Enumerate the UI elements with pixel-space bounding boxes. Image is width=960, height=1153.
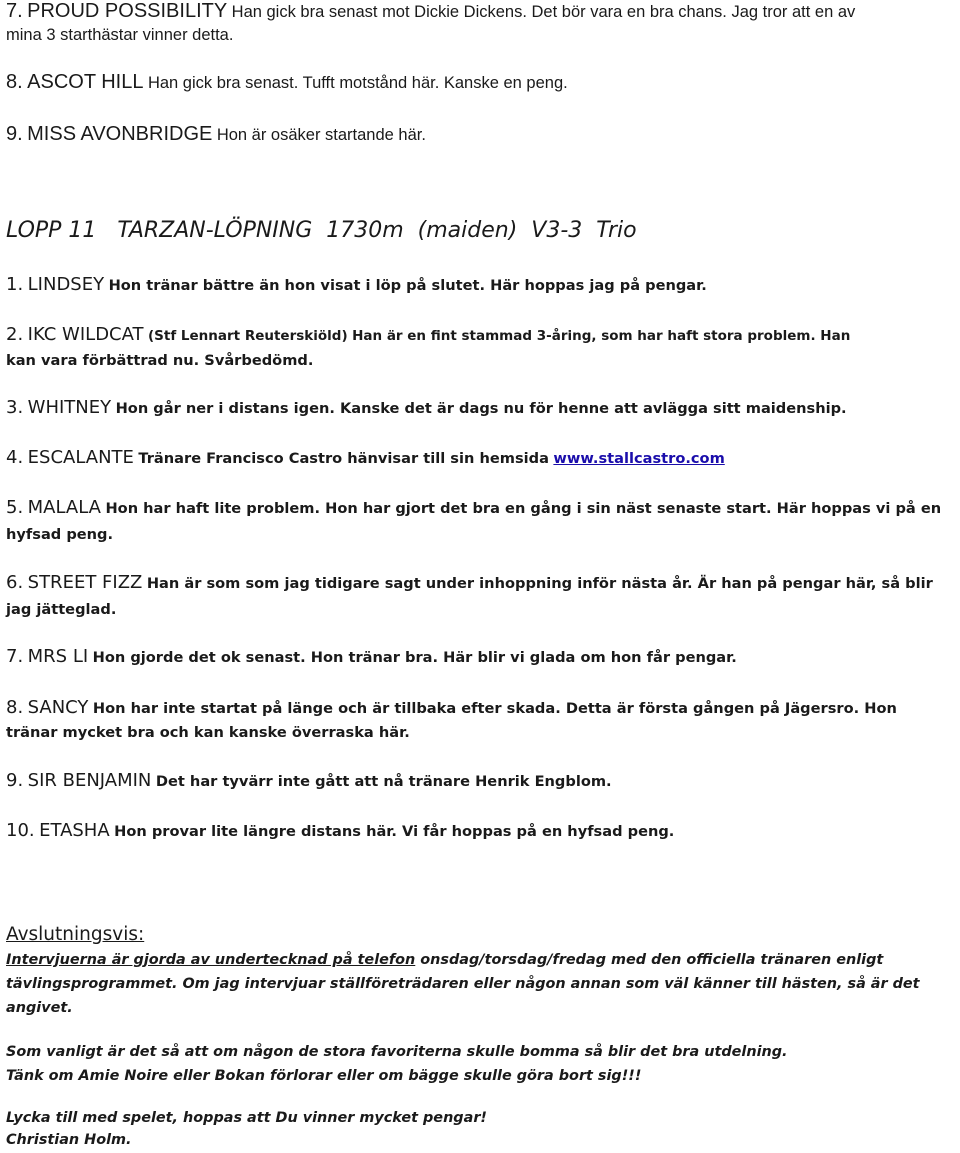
entry-etasha — [6, 820, 674, 841]
horse-name: SIR BENJAMIN — [27, 770, 152, 791]
entry-number: 1. — [6, 274, 24, 295]
closing-p2-line1: Som vanligt är det så att om någon de stora favoriterna skulle bomma så blir det bra utdelning. — [6, 1044, 788, 1060]
horse-name: ETASHA — [39, 820, 110, 841]
entry-number: 6. — [6, 572, 24, 593]
horse-comment: Han gick bra senast mot Dickie Dickens. Det bör vara en bra chans. Jag tror att en av — [231, 3, 856, 21]
horse-name: SANCY — [27, 697, 89, 718]
entry-escalante — [6, 447, 725, 468]
entry-mrs-li — [6, 646, 737, 667]
entry-sancy-cont: tränar mycket bra och kan kanske överraska här. — [6, 724, 410, 741]
horse-comment: Han gick bra senast. Tufft motstånd här. Kanske en peng. — [147, 74, 568, 92]
horse-comment: Hon har haft lite problem. Hon har gjort det bra en gång i sin näst senaste start. Här hoppas vi på en — [105, 500, 942, 517]
entry-number: 9. — [6, 123, 23, 145]
horse-comment: Hon går ner i distans igen. Kanske det är dags nu för henne att avlägga sitt maidenship. — [115, 400, 847, 417]
entry-number: 5. — [6, 497, 24, 518]
entry-malala-cont: hyfsad peng. — [6, 526, 114, 543]
entry-number: 8. — [6, 697, 24, 718]
horse-comment: Hon är osäker startande här. — [216, 126, 426, 144]
horse-comment: Hon har inte startat på länge och är tillbaka efter skada. Detta är första gången på Jägersro. Hon — [92, 700, 897, 717]
entry-number: 4. — [6, 447, 24, 468]
horse-comment: Han är en fint stammad 3-åring, som har haft stora problem. Han — [352, 328, 851, 344]
horse-comment: Han är som som jag tidigare sagt under inhoppning inför nästa år. Är han på pengar här, så blir — [146, 575, 933, 592]
entry-malala — [6, 497, 941, 518]
horse-name: ESCALANTE — [27, 447, 134, 468]
entry-number: 2. — [6, 324, 24, 345]
entry-street-fizz-cont: jag jätteglad. — [6, 601, 117, 618]
stable-note: (Stf Lennart Reuterskiöld) — [148, 328, 348, 344]
entry-number: 3. — [6, 397, 24, 418]
entry-ikc-wildcat-cont: kan vara förbättrad nu. Svårbedömd. — [6, 352, 314, 369]
entry-proud-possibility-cont: mina 3 starthästar vinner detta. — [6, 26, 234, 44]
entry-miss-avonbridge — [6, 123, 426, 146]
horse-name: IKC WILDCAT — [27, 324, 144, 345]
website-link[interactable]: www.stallcastro.com — [553, 450, 725, 467]
entry-number: 9. — [6, 770, 24, 791]
horse-name: MALALA — [27, 497, 101, 518]
closing-heading: Avslutningsvis: — [6, 924, 145, 945]
horse-comment: Hon provar lite längre distans här. Vi får hoppas på en hyfsad peng. — [114, 823, 675, 840]
race-title: LOPP 11 TARZAN-LÖPNING 1730m (maiden) V3-3 Trio — [6, 218, 637, 243]
horse-name: MISS AVONBRIDGE — [27, 123, 213, 145]
entry-proud-possibility — [6, 0, 855, 23]
closing-p2-line2: Tänk om Amie Noire eller Bokan förlorar eller om bägge skulle göra bort sig!!! — [6, 1068, 642, 1084]
entry-street-fizz — [6, 572, 933, 593]
horse-comment: Hon tränar bättre än hon visat i löp på slutet. Här hoppas jag på pengar. — [108, 277, 707, 294]
closing-rest: onsdag/torsdag/fredag med den officiella tränaren enligt — [420, 952, 884, 968]
entry-sir-benjamin — [6, 770, 612, 791]
entry-number: 8. — [6, 71, 23, 93]
horse-name: ASCOT HILL — [27, 71, 144, 93]
horse-comment: Hon gjorde det ok senast. Hon tränar bra. Här blir vi glada om hon får pengar. — [92, 649, 737, 666]
horse-name: LINDSEY — [27, 274, 105, 295]
entry-lindsey — [6, 274, 707, 295]
entry-number: 7. — [6, 646, 24, 667]
closing-p1-line3: angivet. — [6, 1000, 73, 1016]
entry-sancy — [6, 697, 897, 718]
closing-signature: Christian Holm. — [6, 1132, 132, 1148]
horse-name: MRS LI — [27, 646, 89, 667]
closing-p1-line2: tävlingsprogrammet. Om jag intervjuar ställföreträdaren eller någon annan som väl känner till hästen, så är det — [6, 976, 920, 992]
entry-number: 10. — [6, 820, 35, 841]
closing-p1-line1 — [6, 952, 883, 968]
horse-name: WHITNEY — [27, 397, 112, 418]
entry-number: 7. — [6, 0, 23, 22]
entry-ascot-hill — [6, 71, 568, 94]
entry-ikc-wildcat — [6, 324, 850, 345]
horse-name: STREET FIZZ — [27, 572, 143, 593]
horse-name: PROUD POSSIBILITY — [27, 0, 228, 22]
closing-p3-line1: Lycka till med spelet, hoppas att Du vinner mycket pengar! — [6, 1110, 487, 1126]
closing-underlined: Intervjuerna är gjorda av undertecknad på telefon — [6, 952, 416, 968]
horse-comment: Tränare Francisco Castro hänvisar till sin hemsida — [138, 450, 549, 467]
entry-whitney — [6, 397, 847, 418]
horse-comment: Det har tyvärr inte gått att nå tränare Henrik Engblom. — [155, 773, 612, 790]
